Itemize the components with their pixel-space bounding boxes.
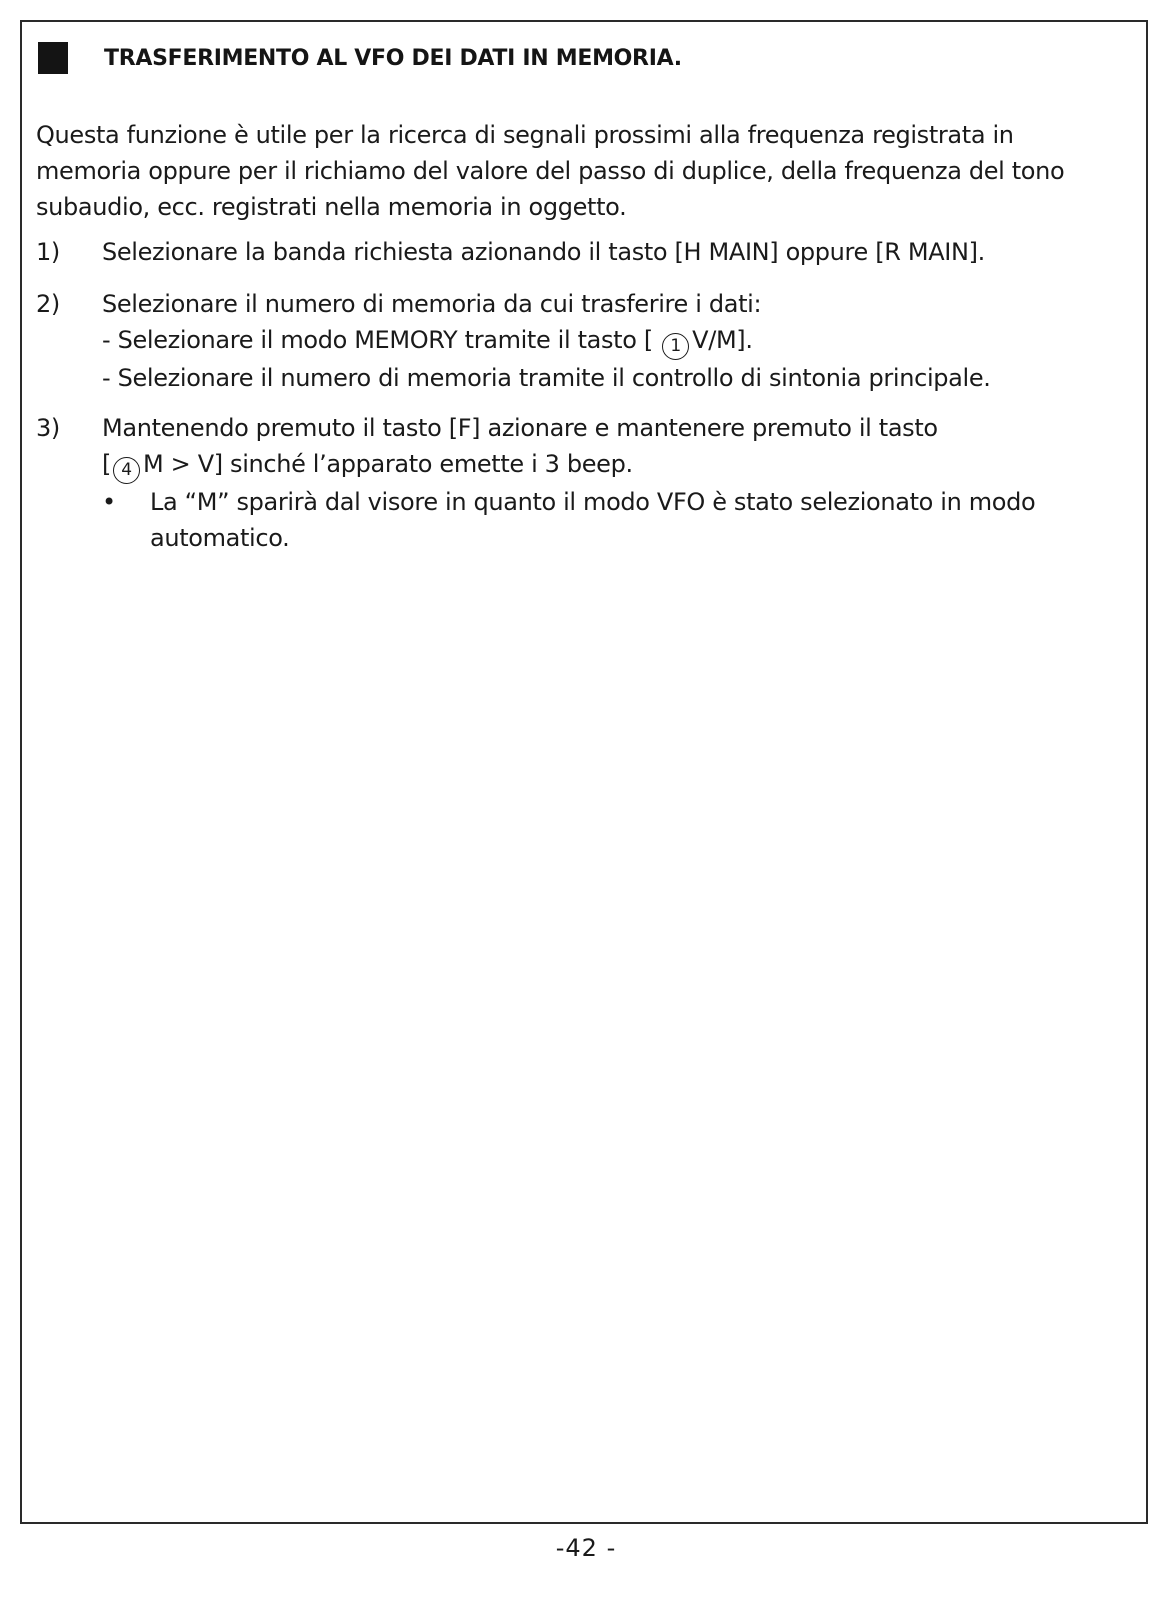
step-number: 3) (36, 414, 60, 442)
page-frame (20, 20, 1148, 1524)
key-4-circled: 4 (113, 457, 140, 484)
step-number: 2) (36, 290, 60, 318)
section-heading (38, 42, 682, 74)
step-text-line (102, 446, 1116, 484)
step-text: Selezionare la banda richiesta azionando il tasto [H MAIN] oppure [R MAIN]. (102, 238, 985, 266)
note-text: La “M” sparirà dal visore in quanto il modo VFO è stato selezionato in modo automatico. (150, 488, 1036, 552)
step-1 (36, 234, 1116, 270)
heading-square-marker (38, 42, 68, 74)
step-number: 1) (36, 238, 60, 266)
note-bullet (36, 484, 1116, 556)
page-number: -42 - (555, 1534, 617, 1562)
step-text: [ (102, 450, 112, 478)
step-body (102, 410, 1116, 484)
section-title: TRASFERIMENTO AL VFO DEI DATI IN MEMORIA. (104, 45, 682, 71)
substep-text: V/M]. (692, 326, 753, 354)
step-text: M > V] sinché l’apparato emette i 3 beep. (143, 450, 633, 478)
step-2 (36, 286, 1116, 396)
substep-line: - Selezionare il numero di memoria tramite il controllo di sintonia principale. (102, 364, 991, 392)
step-text: Selezionare il numero di memoria da cui trasferire i dati: (102, 290, 762, 318)
key-1-circled: 1 (662, 333, 689, 360)
step-text-line: Mantenendo premuto il tasto [F] azionare e mantenere premuto il tasto (102, 414, 938, 442)
substep-line (102, 322, 1116, 360)
substep-text: - Selezionare il modo MEMORY tramite il tasto [ (102, 326, 653, 354)
intro-paragraph: Questa funzione è utile per la ricerca di segnali prossimi alla frequenza registrata in memoria oppure per il richiamo del valore del passo di duplice, della frequenza del tono subaudio, ecc. registrati nella memoria in oggetto. (36, 121, 1065, 221)
step-body (102, 286, 1116, 396)
step-3 (36, 410, 1116, 556)
bullet-dot: • (102, 488, 116, 516)
